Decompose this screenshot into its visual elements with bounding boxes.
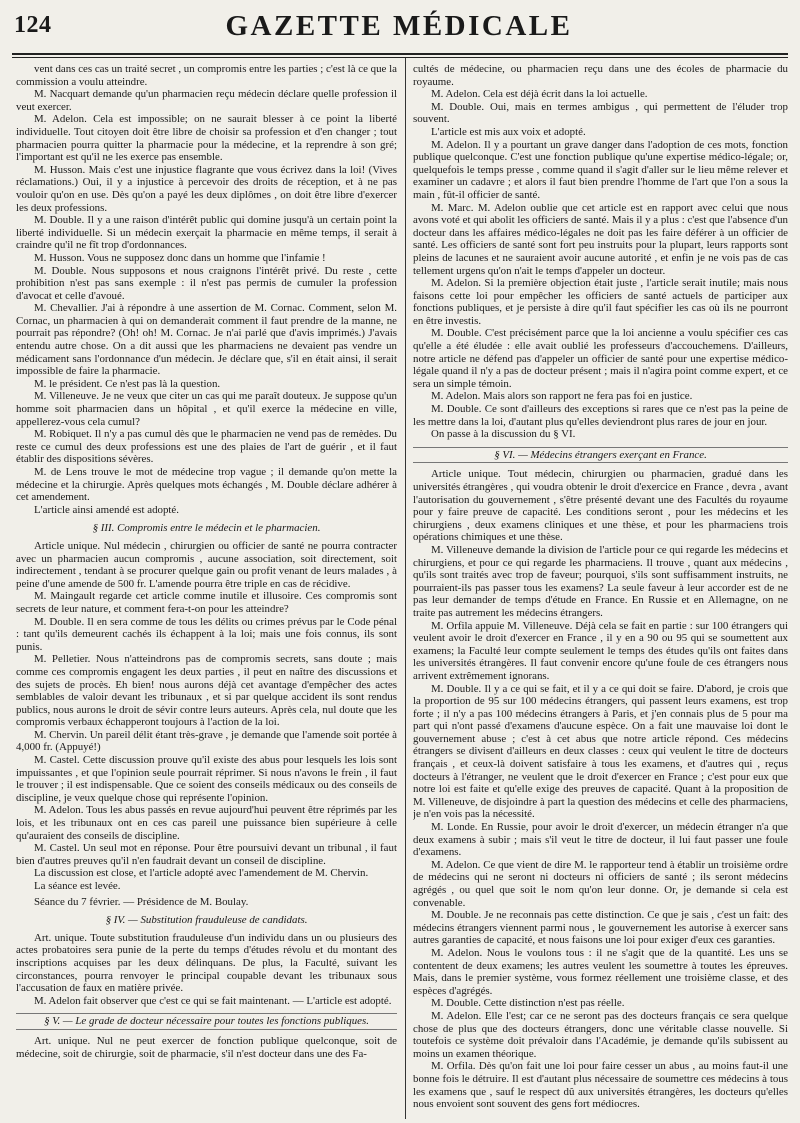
paragraph: M. Husson. Mais c'est une injustice flagrante que vous écrivez dans la loi! (Vives réclamations.) Oui, il y a injustice à percevoir des droits de réception, et à ne pas vouloir qu'on en use. Dès qu'on a payé les deux diplômes , on doit être libre d'exercer les deux professions.	[16, 163, 397, 214]
journal-title: GAZETTE MÉDICALE	[225, 10, 573, 42]
paragraph: L'article est mis aux voix et adopté.	[431, 125, 586, 138]
session-heading: Séance du 7 février. — Présidence de M. Boulay.	[34, 895, 249, 908]
paragraph: M. Chervin. Un pareil délit étant très-grave , je demande que l'amende soit portée à 4,000 fr. (Appuyé!)	[16, 728, 397, 754]
paragraph: M. le président. Ce n'est pas là la question.	[34, 377, 221, 390]
paragraph: M. Nacquart demande qu'un pharmacien reçu médecin déclare quelle profession il veut exercer.	[16, 88, 397, 113]
section-heading: § III. Compromis entre le médecin et le pharmacien.	[92, 522, 321, 535]
paragraph: Article unique. Tout médecin, chirurgien ou pharmacien, gradué dans les universités étrangères , qui voudra obtenir le droit d'exercice en France , devra , avant l'autorisation du gouvernement , s'être présenté devant une des Facultés du royaume pour y faire preuve de capacité. Les conditions seront , pour les médecins et les chirurgiens , deux examens cliniques et une thèse, et pour les pharmaciens trois opérations chimiques et une thèse.	[413, 468, 788, 544]
page-number: 124	[14, 12, 52, 38]
paragraph: M. Adelon. Ce que vient de dire M. le rapporteur tend à établir un troisième ordre de médecins qui ne seront ni docteurs ni officiers de santé ; ils seront médecins agrégés , ou quel que soit le nom qu'on leur donne. Or, je demande si cela est convenable.	[413, 858, 788, 909]
paragraph: M. Orfila. Dès qu'on fait une loi pour faire cesser un abus , au moins faut-il une bonne fois le détruire. Il est d'autant plus nécessaire de soumettre ces médecins à tous les examens que , sauf le respect dû aux universités étrangères, les docteurs qu'elles nous envoient sont souvent des gens fort médiocres.	[413, 1060, 788, 1111]
paragraph: M. Maingault regarde cet article comme inutile et illusoire. Ces compromis sont secrets de leur nature, et comment fera-t-on pour les atteindre?	[16, 590, 397, 615]
paragraph: Art. unique. Toute substitution frauduleuse d'un individu dans un ou plusieurs des actes probatoires sera punie de la perte du temps d'études révolu et du montant des inscriptions acquises par les deux délinquans. De plus, la Faculté, suivant les circonstances, pourra renvoyer le principal coupable devant les tribunaux sous l'accusation de faux en matière privée.	[16, 931, 397, 995]
paragraph: M. Robiquet. Il n'y a pas cumul dès que le pharmacien ne vend pas de remèdes. Du reste ce cumul des deux professions est une des plaies de l'art de guérir , et il faut établir des dispositions sévères.	[16, 428, 397, 466]
paragraph: M. Adelon. Nous le voulons tous : il ne s'agit que de la quantité. Les uns se contentent de deux examens; les autres veulent les soumettre à toutes les épreuves. Mais, dans le premier système, vous formez réellement une troisième classe, et des espèces d'agrégés.	[413, 946, 788, 997]
column-divider	[405, 58, 406, 1119]
right-column	[413, 63, 788, 1117]
paragraph: M. Husson. Vous ne supposez donc dans un homme que l'infamie !	[34, 251, 326, 264]
paragraph: M. Castel. Un seul mot en réponse. Pour être poursuivi devant un tribunal , il faut bien d'autres preuves qu'il n'en faudrait devant un conseil de discipline.	[16, 842, 397, 867]
section-heading: § V. — Le grade de docteur nécessaire pour toutes les fonctions publiques.	[16, 1013, 397, 1030]
paragraph: M. Double. Cette distinction n'est pas réelle.	[431, 997, 625, 1010]
paragraph: M. Londe. En Russie, pour avoir le droit d'exercer, un médecin étranger n'a que deux examens à subir ; mais s'il veut le titre de docteur, il lui faut passer une foule d'examens.	[413, 821, 788, 859]
paragraph: M. Pelletier. Nous n'atteindrons pas de compromis secrets, sans doute ; mais comme ces compromis engagent les deux parties , il peut en naître des discussions et des sujets de procès. Eh bien! nous aurons déjà cet avantage d'empêcher des actes semblables de valoir devant les tribunaux , et si par quelque accident ils sont rendus publics, nous aurons le droit de sévir contre leurs auteurs. Après cela, nul doute que les compromis verbaux échapperont toujours à l'action de la loi.	[16, 653, 397, 729]
paragraph: M. Double. Je ne reconnais pas cette distinction. Ce que je sais , c'est un fait: des médecins étrangers viennent parmi nous , le gouvernement les autorise à exercer sans autres garanties de capacité, et nous faisons une loi pour exiger d'eux ces garanties.	[413, 909, 788, 947]
paragraph: M. Adelon. Elle l'est; car ce ne seront pas des docteurs français ce sera quelque chose de plus que des docteurs étrangers, donc une véritable classe nouvelle. Si toutefois ce système doit prévaloir dans l'Académie, je demande qu'ils subissent au moins un examen théorique.	[413, 1009, 788, 1060]
paragraph: M. Villeneuve demande la division de l'article pour ce qui regarde les médecins et chirurgiens, et pour ce qui regarde les pharmaciens. Il trouve , quant aux médecins , qu'ils sont traités avec trop de faveur; pourquoi, s'ils sont suffisamment instruits, ne pourraient-ils pas passer tous les examens? La seule faveur à leur accorder est de ne pas leur demander de temps d'étude en France. En Russie et en Allemagne, on ne traite pas autrement les médecins étrangers.	[413, 543, 788, 619]
left-column	[16, 63, 397, 1117]
paragraph: M. Adelon fait observer que c'est ce qui se fait maintenant. — L'article est adopté.	[34, 994, 392, 1007]
paragraph: M. Adelon. Mais alors son rapport ne fera pas foi en justice.	[431, 390, 693, 403]
header-rule-thin	[12, 57, 788, 58]
paragraph: M. Adelon. Il y a pourtant un grave danger dans l'adoption de ces mots, fonction publique quelconque. C'est une fonction publique qu'une expertise médico-légale; or, quelquefois le temps presse , comme quand il s'agit d'aller sur le lieu même relever et examiner un cadavre ; et alors il faut bien prendre l'homme de l'art que l'on a sous la main , fût-il officier de santé.	[413, 138, 788, 201]
section-heading: § VI. — Médecins étrangers exerçant en France.	[413, 447, 788, 464]
paragraph: M. Double. Ce sont d'ailleurs des exceptions si rares que ce n'est pas la peine de les mettre dans la loi, d'autant plus qu'elles deviendront plus rares de jour en jour.	[413, 403, 788, 428]
paragraph: On passe à la discussion du § VI.	[431, 428, 576, 441]
paragraph: M. Adelon. Tous les abus passés en revue aujourd'hui peuvent être réprimés par les lois, et les tribunaux ont en ces cas pareil une puissance bien supérieure à celle qu'auraient des conseils de discipline.	[16, 804, 397, 842]
paragraph: vent dans ces cas un traité secret , un compromis entre les parties ; c'est là ce que la commission a voulu atteindre.	[16, 63, 397, 88]
paragraph: M. Castel. Cette discussion prouve qu'il existe des abus pour lesquels les lois sont impuissantes , et que l'opinion seule pourrait réprimer. Si nous n'avons le frein , il faut le trouver ; il est indispensable. Que ce soient des conseils médicaux ou des conseils de discipline, je veux quelque chose qui représente l'opinion.	[16, 754, 397, 804]
paragraph: M. Marc. M. Adelon oublie que cet article est en rapport avec celui que nous avons voté et qui abolit les officiers de santé. Mais il y a plus : c'est que l'absence d'un docteur dans les affaires médico-légales ne doit pas les faire déférer à un officier de santé. Les officiers de santé sont fort peu instruits pour la plupart, leurs rapports sont pleins de lacunes et ne sauraient avoir aucune autorité , et enfin je ne vois pas de cas tellement urgens qu'on n'ait le temps d'appeler un docteur.	[413, 201, 788, 277]
paragraph: M. Double. Nous supposons et nous craignons l'intérêt privé. Du reste , cette prohibition n'est pas sans exemple : il n'est pas permis de cumuler la profession d'avocat et celle d'avoué.	[16, 264, 397, 302]
paragraph: M. Double. C'est précisément parce que la loi ancienne a voulu spécifier ces cas qu'elle a été éludée : elle avait oublié les professeurs d'accouchemens. D'ailleurs, notre article ne défend pas d'appeler un officier de santé pour une expertise médico-légale quand il n'y a pas de docteur présent ; mais il n'agira point comme expert, et ce sera un simple témoin.	[413, 327, 788, 390]
paragraph: L'article ainsi amendé est adopté.	[34, 503, 179, 516]
paragraph: M. Double. Il en sera comme de tous les délits ou crimes prévus par le Code pénal : tant qu'ils demeurent cachés ils échappent à la loi; mais une fois connus, ils sont punis.	[16, 615, 397, 653]
paragraph: La séance est levée.	[34, 880, 121, 892]
paragraph: M. Double. Oui, mais en termes ambigus , qui permettent de l'éluder trop souvent.	[413, 100, 788, 126]
paragraph: M. de Lens trouve le mot de médecine trop vague ; il demande qu'on mette la médecine et la chirurgie. Après quelques mots échangés , M. Double déclare adhérer à cet amendement.	[16, 466, 397, 504]
paragraph: M. Adelon. Si la première objection était juste , l'article serait inutile; mais nous faisons cette loi pour empêcher les officiers de santé actuels de participer aux fonctions publiques, et je persiste à dire qu'il faut spécifier les cas où ils ne pourront en être investis.	[413, 277, 788, 327]
paragraph: cultés de médecine, ou pharmacien reçu dans une des écoles de pharmacie du royaume.	[413, 63, 788, 88]
paragraph: M. Double. Il y a une raison d'intérêt public qui domine jusqu'à un certain point la liberté individuelle. Si un médecin exerçait la pharmacie en même temps, il serait à craindre qu'il ne fît trop d'ordonnances.	[16, 214, 397, 252]
paragraph: Article unique. Nul médecin , chirurgien ou officier de santé ne pourra contracter avec un pharmacien aucun compromis , aucune association, soit directement, soit indirectement , tendant à se procurer quelque gain ou profit venant de leurs malades , à peine d'une amende de 500 fr. L'amende pourra être triple en cas de récidive.	[16, 539, 397, 590]
page-header	[12, 10, 786, 44]
paragraph: M. Villeneuve. Je ne veux que citer un cas qui me paraît douteux. Je suppose qu'un homme soit pharmacien dans un hôpital , et qu'il exerce la médecine en ville, appellerez-vous cela cumul?	[16, 390, 397, 428]
paragraph: M. Orfila appuie M. Villeneuve. Déjà cela se fait en partie : sur 100 étrangers qui veulent avoir le droit d'exercer en France , il y en a 90 ou 95 qui se soumettent aux examens; la Faculté leur compte seulement le temps des études qu'ils ont faites dans les universités étrangères. Il faut convenir encore qu'une foule de ces étrangers nous arrivent extrêmement ignorans.	[413, 619, 788, 682]
header-rule-thick	[12, 53, 788, 55]
paragraph: M. Double. Il y a ce qui se fait, et il y a ce qui doit se faire. D'abord, je crois que la proportion de 95 sur 100 médecins étrangers, qui passent leurs examens, est trop forte ; il n'y a pas 100 médecins étrangers à Paris, et j'en connais plus de 5 pour ma part qui n'ont passé d'examens d'aucune espèce. On a fait une mauvaise loi dont le gouvernement abuse ; c'est à cet abus que notre article répond. Ces médecins étrangers se divisent d'ailleurs en deux classes : ceux qui veulent le titre de docteurs français , et ceux-là doivent satisfaire à tous les examens, et d'autres qui , reçus docteurs à l'étranger, ne veulent que le droit d'exercer en France ; c'est pour eux que notre loi est faite et qu'elle exige des preuves de capacité. Quant à la proposition de M. Villeneuve, de disjoindre à part la question des médecins et celle des pharmaciens, je n'en vois pas la nécessité.	[413, 682, 788, 821]
section-heading: § IV. — Substitution frauduleuse de candidats.	[105, 914, 308, 927]
paragraph: M. Adelon. Cela est déjà écrit dans la loi actuelle.	[431, 88, 648, 101]
paragraph: M. Chevallier. J'ai à répondre à une assertion de M. Cornac. Comment, selon M. Cornac, un pharmacien à qui on demanderait comment il faut prendre de la manne, ne pourrait pas répondre? (Oh! oh! M. Cornac. Je n'ai parlé que d'avis imprimés.) J'avais entendu autre chose. On a dit aussi que les pharmaciens ne devaient pas vendre un médicament sans l'ordonnance d'un médecin. Je déclare que, s'il en était ainsi, il serait impossible de faire la pharmacie.	[16, 302, 397, 378]
paragraph: La discussion est close, et l'article adopté avec l'amendement de M. Chervin.	[34, 867, 369, 880]
paragraph: M. Adelon. Cela est impossible; on ne saurait blesser à ce point la liberté individuelle. Tout citoyen doit être libre de choisir sa profession et d'en changer ; tout pharmacien pourra quitter la pharmacie pour la médecine, et la reprendre à son gré; l'important est qu'il ne les exerce pas ensemble.	[16, 113, 397, 164]
paragraph: Art. unique. Nul ne peut exercer de fonction publique quelconque, soit de médecine, soit de chirurgie, soit de pharmacie, s'il n'est docteur dans une des Fa-	[16, 1034, 397, 1060]
